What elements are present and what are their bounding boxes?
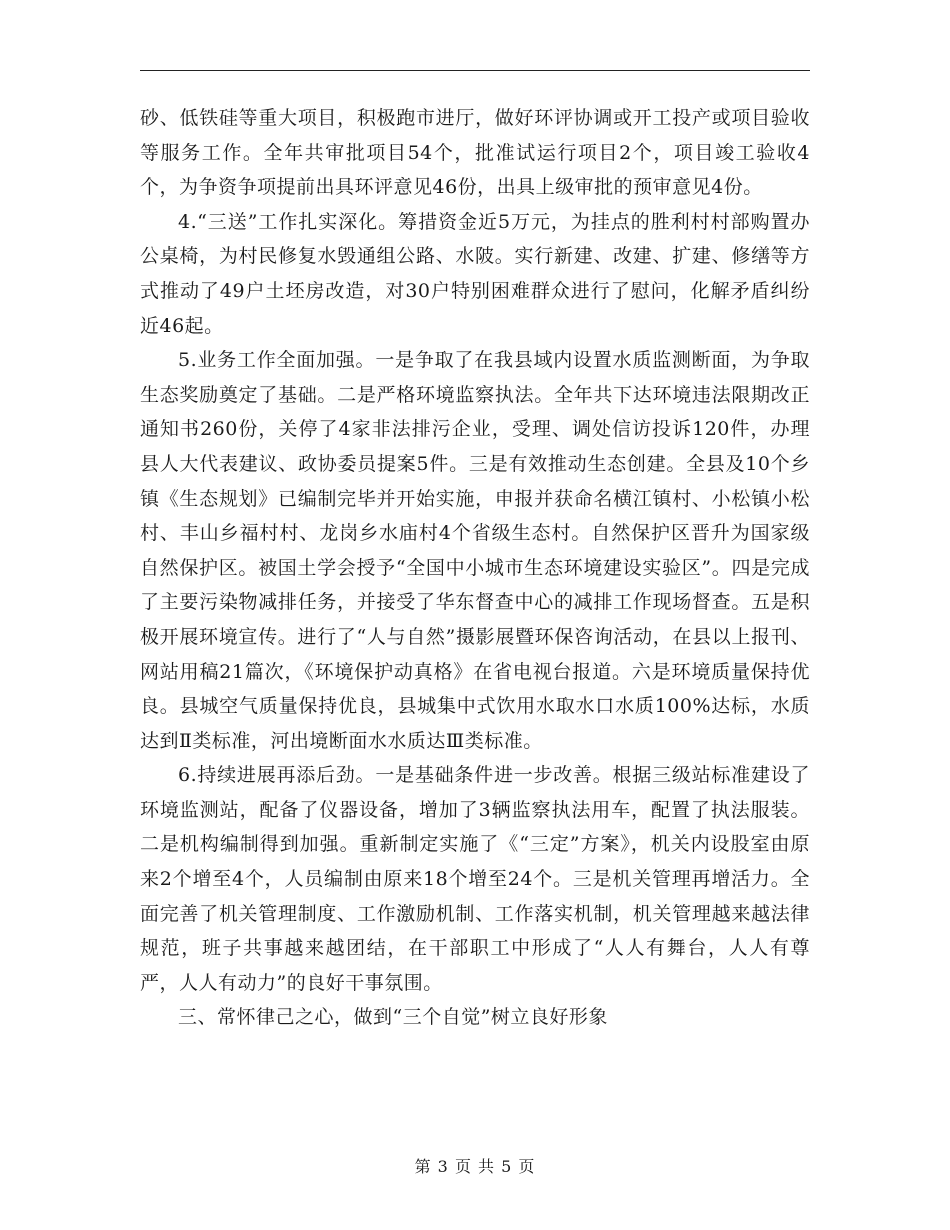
paragraph-3: 5.业务工作全面加强。一是争取了在我县域内设置水质监测断面，为争取生态奖励奠定了基础。二是严格环境监察执法。全年共下达环境违法限期改正通知书260份，关停了4家非法排污企业，受理、调处信访投诉120件，办理县人大代表建议、政协委员提案5件。三是有效推动生态创建。全县及10个乡镇《生态规划》已编制完毕并开始实施，申报并获命名横江镇村、小松镇小松村、丰山乡福村村、龙岗乡水庙村4个省级生态村。自然保护区晋升为国家级自然保护区。被国土学会授予“全国中小城市生态环境建设实验区”。四是完成了主要污染物减排任务，并接受了华东督查中心的减排工作现场督查。五是积极开展环境宣传。进行了“人与自然”摄影展暨环保咨询活动，在县以上报刊、网站用稿21篇次，《环境保护动真格》在省电视台报道。六是环境质量保持优良。县城空气质量保持优良，县城集中式饮用水取水口水质100%达标，水质达到Ⅱ类标准，河出境断面水水质达Ⅲ类标准。 (140, 349, 810, 752)
document-body (140, 101, 810, 1035)
section-heading: 三、常怀律己之心，做到“三个自觉”树立良好形象 (178, 1006, 608, 1029)
header-rule (140, 70, 810, 71)
paragraph-1: 砂、低铁硅等重大项目，积极跑市进厅，做好环评协调或开工投产或项目验收等服务工作。全年共审批项目54个，批准试运行项目2个，项目竣工验收4个，为争资争项提前出具环评意见46份，出具上级审批的预审意见4份。 (140, 107, 810, 199)
paragraph-4: 6.持续进展再添后劲。一是基础条件进一步改善。根据三级站标准建设了环境监测站，配备了仪器设备，增加了3辆监察执法用车，配置了执法服装。二是机构编制得到加强。重新制定实施了《“三定”方案》，机关内设股室由原来2个增至4个，人员编制由原来18个增至24个。三是机关管理再增活力。全面完善了机关管理制度、工作激励机制、工作落实机制，机关管理越来越法律规范，班子共事越来越团结，在干部职工中形成了“人人有舞台，人人有尊严，人人有动力”的良好干事氛围。 (140, 764, 810, 994)
paragraph-2: 4.“三送”工作扎实深化。筹措资金近5万元，为挂点的胜利村村部购置办公桌椅，为村民修复水毁通组公路、水陂。实行新建、改建、扩建、修缮等方式推动了49户土坯房改造，对30户特别困难群众进行了慰问，化解矛盾纠纷近46起。 (140, 210, 810, 337)
page-number: 第 3 页 共 5 页 (414, 1157, 536, 1176)
